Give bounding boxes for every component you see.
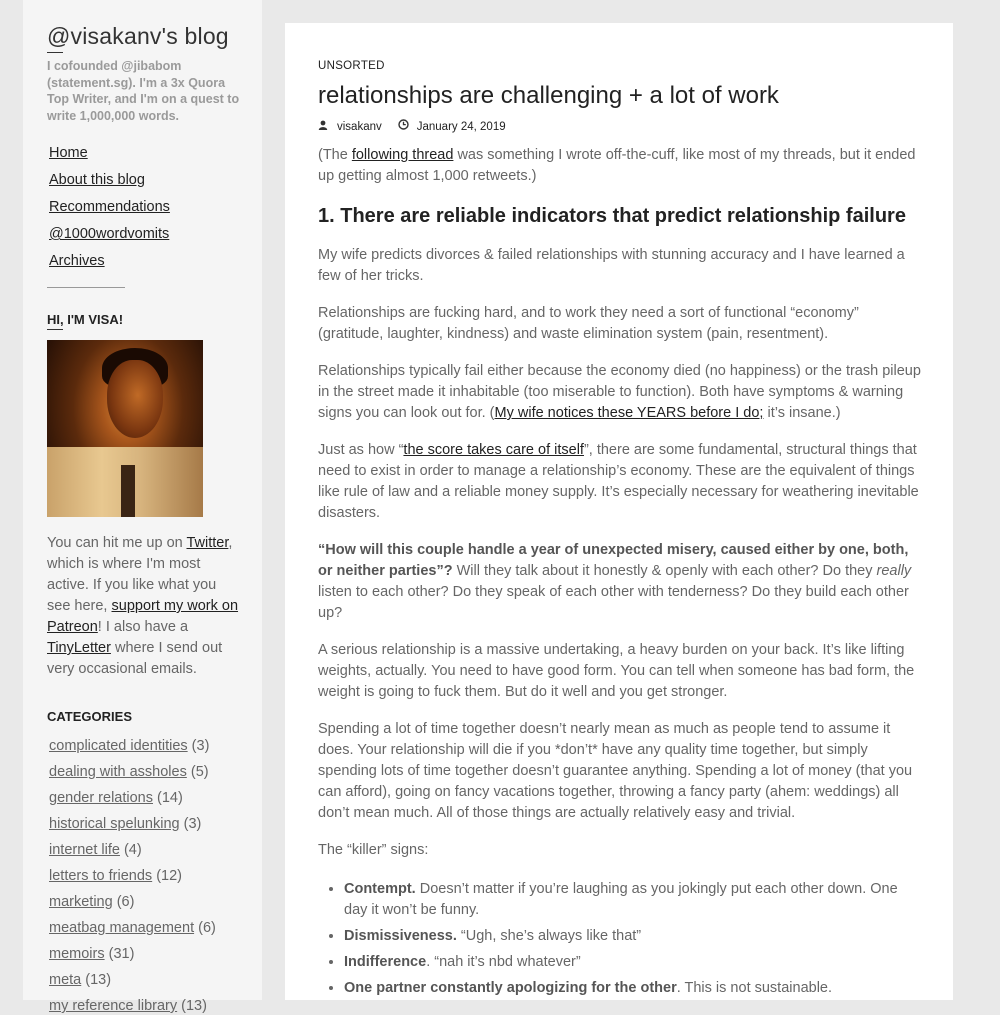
score-link[interactable]: the score takes care of itself (403, 442, 584, 458)
category-count: (6) (116, 894, 135, 910)
clock-icon (398, 119, 410, 135)
main-nav (47, 144, 240, 270)
bio-text-2: , which is where I'm most active. If you like what you see here, (47, 535, 233, 614)
text: (The (318, 147, 352, 163)
emphasis: really (876, 563, 912, 579)
category-item (49, 997, 240, 1015)
category-item (49, 919, 240, 937)
category-count: (6) (198, 920, 216, 936)
post-category[interactable]: UNSORTED (318, 60, 385, 72)
category-count: (12) (156, 868, 182, 884)
widget-title-divider (47, 329, 63, 330)
author-photo (47, 340, 203, 517)
category-item (49, 737, 240, 755)
title-divider (47, 52, 63, 53)
paragraph: Relationships are fucking hard, and to work they need a sort of functional “economy” (gratitude, laughter, kindness) and waste elimination system (pain, resentment). (318, 305, 859, 342)
nav-item-recommendations (47, 198, 240, 216)
paragraph: My wife predicts divorces & failed relationships with stunning accuracy and I have learned a few of her tricks. (318, 247, 905, 284)
sign-text: . “nah it’s nbd whatever” (426, 954, 581, 970)
list-item (344, 926, 921, 947)
category-list (47, 737, 240, 1015)
nav-item-1000wordvomits (47, 225, 240, 243)
text: was something I wrote off-the-cuff, like most of my threads, but it ended up getting almost 1,000 retweets.) (318, 147, 916, 184)
category-count: (13) (85, 972, 112, 988)
sign-text: “Ugh, she’s always like that” (456, 928, 642, 944)
section-heading: 1. There are reliable indicators that predict relationship failure (318, 205, 906, 227)
killer-signs-list (318, 879, 921, 999)
post-content (318, 145, 921, 999)
category-link[interactable]: dealing with assholes (49, 764, 187, 780)
site-description: I cofounded @jibabom (statement.sg). I'm a 3x Quora Top Writer, and I'm on a quest to write 1,000,000 words. (47, 59, 240, 123)
category-link[interactable]: my reference library (49, 998, 178, 1014)
bio-text-1: You can hit me up on (47, 535, 187, 551)
sign-name: Indifference (344, 954, 427, 970)
paragraph (318, 361, 921, 424)
text: ”, there are some fundamental, structural things that need to exist in order to manage a relationship’s economy. These are the equivalent of things like rule of law and a reliable money supply. It’s especially necessary for weathering inevitable disasters. (318, 442, 919, 521)
intro-paragraph (318, 145, 921, 187)
sidebar (23, 0, 262, 1014)
paragraph: The “killer” signs: (318, 842, 429, 858)
category-item (49, 893, 240, 911)
category-link[interactable]: complicated identities (49, 738, 188, 754)
about-widget-title: HI, I'M VISA! (47, 312, 124, 327)
category-count: (13) (181, 998, 207, 1014)
category-link[interactable]: memoirs (49, 946, 105, 962)
category-item (49, 945, 240, 963)
author-bio (47, 533, 240, 680)
list-item (344, 952, 921, 973)
category-count: (31) (108, 946, 135, 962)
nav-link-about[interactable]: About this blog (49, 172, 145, 188)
site-title[interactable]: @visakanv's blog (47, 23, 229, 49)
sign-text: . This is not sustainable. (676, 980, 833, 996)
category-item (49, 763, 240, 781)
category-link[interactable]: historical spelunking (49, 816, 180, 832)
post-author[interactable]: visakanv (337, 121, 382, 133)
paragraph (318, 440, 921, 524)
tinyletter-link[interactable]: TinyLetter (47, 640, 111, 656)
twitter-link[interactable]: Twitter (186, 535, 229, 551)
post-title[interactable]: relationships are challenging + a lot of work (318, 82, 779, 109)
nav-item-about (47, 171, 240, 189)
patreon-link[interactable]: support my work on Patreon (47, 598, 239, 635)
list-item (344, 879, 921, 921)
bio-text-3: ! I also have a (97, 619, 189, 635)
text: it’s insane.) (763, 405, 841, 421)
post-date[interactable]: January 24, 2019 (416, 121, 506, 133)
category-count: (3) (191, 738, 210, 754)
category-item (49, 867, 240, 885)
category-link[interactable]: letters to friends (49, 868, 153, 884)
text: Just as how “ (318, 442, 404, 458)
text: Relationships typically fail either because the economy died (no happiness) or the trash pileup in the street made it inhabitable (too miserable to function). Both have symptoms & warning signs you can look out for. ( (318, 363, 921, 421)
sign-text: Doesn’t matter if you’re laughing as you jokingly put each other down. One day it won’t be funny. (344, 881, 898, 918)
post-container (285, 23, 953, 1000)
category-link[interactable]: marketing (49, 894, 113, 910)
category-count: (4) (123, 842, 142, 858)
photo-tie (121, 465, 135, 517)
bold-question: “How will this couple handle a year of unexpected misery, caused either by one, both, or neither parties”? (318, 542, 909, 579)
category-item (49, 971, 240, 989)
list-item (344, 978, 921, 999)
nav-link-home[interactable]: Home (49, 145, 88, 161)
wife-notices-link[interactable]: My wife notices these YEARS before I do; (494, 405, 764, 421)
post-meta (318, 119, 921, 135)
category-item (49, 789, 240, 807)
paragraph: A serious relationship is a massive undertaking, a heavy burden on your back. It’s like lifting weights, actually. You need to have good form. You can tell when someone has bad form, the weight is going to fuck them. But do it well and you get stronger. (318, 642, 915, 700)
category-item (49, 815, 240, 833)
category-count: (14) (157, 790, 183, 806)
bio-text-4: where I send out very occasional emails. (47, 640, 223, 677)
nav-link-1000wordvomits[interactable]: @1000wordvomits (49, 226, 170, 242)
nav-link-archives[interactable]: Archives (49, 253, 105, 269)
sign-name: Dismissiveness. (344, 928, 457, 944)
category-item (49, 841, 240, 859)
category-count: (5) (190, 764, 209, 780)
category-link[interactable]: meta (49, 972, 82, 988)
sidebar-divider (47, 287, 125, 288)
photo-face (107, 360, 163, 438)
following-thread-link[interactable]: following thread (351, 147, 454, 163)
category-link[interactable]: internet life (49, 842, 120, 858)
paragraph (318, 540, 921, 624)
category-count: (3) (183, 816, 202, 832)
sign-name: Contempt. (344, 881, 416, 897)
sign-name: One partner constantly apologizing for the other (344, 980, 677, 996)
text: listen to each other? Do they speak of each other with tenderness? Do they build each other up? (318, 584, 909, 621)
nav-link-recommendations[interactable]: Recommendations (49, 199, 170, 215)
nav-item-archives (47, 252, 240, 270)
nav-item-home (47, 144, 240, 162)
text: Will they talk about it honestly & openly with each other? Do they (452, 563, 877, 579)
categories-title: CATEGORIES (47, 709, 132, 724)
user-icon (318, 120, 330, 135)
category-link[interactable]: gender relations (49, 790, 153, 806)
paragraph: Spending a lot of time together doesn’t nearly mean as much as people tend to assume it does. Your relationship will die if you *don’t* have any quality time together, but simply spending lots of time together doesn’t guarantee anything. Spending a lot of money (that you can afford), going on fancy vacations together, throwing a fancy party (ahem: weddings) all don’t mean much. All of those things are actually relatively easy and trivial. (318, 721, 913, 821)
category-link[interactable]: meatbag management (49, 920, 195, 936)
